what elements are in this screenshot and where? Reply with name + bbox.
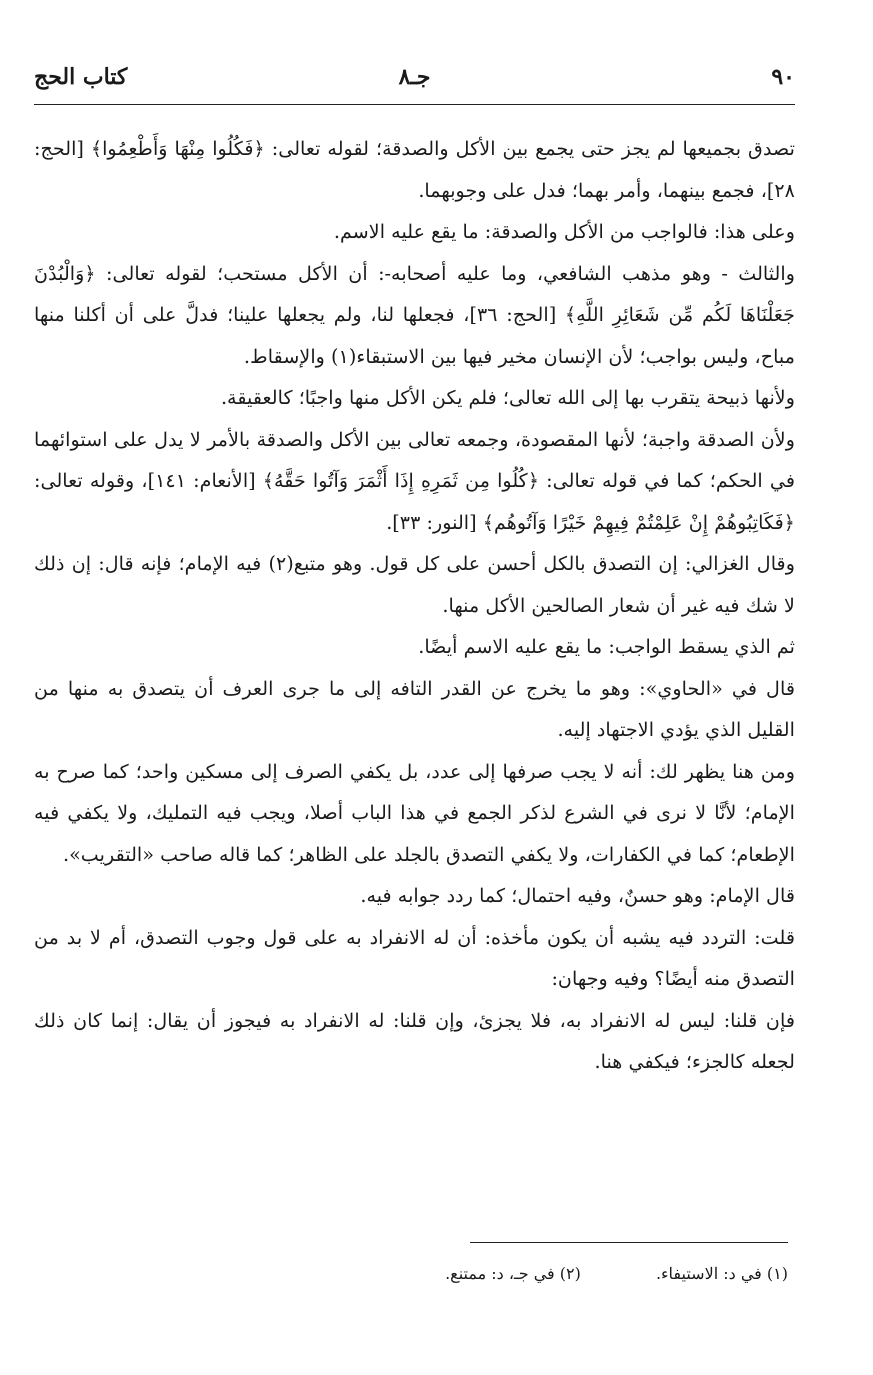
- paragraph: قال الإمام: وهو حسنٌ، وفيه احتمال؛ كما ردد جوابه فيه.: [360, 884, 795, 907]
- footnotes: [230, 1264, 788, 1283]
- paragraph: ومن هنا يظهر لك: أنه لا يجب صرفها إلى عدد، بل يكفي الصرف إلى مسكين واحد؛ كما صرح به الإمام؛ لأنَّا لا نرى في الشرع لذكر الجمع في هذا الباب أصلا، ويجب فيه التمليك، ولا يكفي فيه الإطعام؛ كما في الكفارات، ولا يكفي التصدق بالجلد على الظاهر؛ كما قاله صاحب «التقريب».: [34, 759, 795, 866]
- paragraph: وعلى هذا: فالواجب من الأكل والصدقة: ما يقع عليه الاسم.: [333, 220, 795, 243]
- paragraph: ولأنها ذبيحة يتقرب بها إلى الله تعالى؛ فلم يكن الأكل منها واجبًا؛ كالعقيقة.: [220, 386, 795, 409]
- paragraph: والثالث - وهو مذهب الشافعي، وما عليه أصحابه-: أن الأكل مستحب؛ لقوله تعالى: ﴿وَالْبُدْنَ جَعَلْنَاهَا لَكُم مِّن شَعَائِرِ اللَّهِ﴾ [الحج: ٣٦]، فجعلها لنا، ولم يجعلها علينا؛ فدلَّ على أن أكلنا منها مباح، وليس بواجب؛ لأن الإنسان مخير فيها بين الاستبقاء(١) والإسقاط.: [34, 261, 795, 368]
- main-text: [34, 128, 795, 1083]
- paragraph: قال في «الحاوي»: وهو ما يخرج عن القدر التافه إلى ما جرى العرف أن يتصدق به منها من القليل الذي يؤدي الاجتهاد إليه.: [34, 676, 795, 741]
- paragraph: ثم الذي يسقط الواجب: ما يقع عليه الاسم أيضًا.: [418, 635, 795, 658]
- footnote-rule: [470, 1242, 788, 1243]
- paragraph: فإن قلنا: ليس له الانفراد به، فلا يجزئ، وإن قلنا: له الانفراد به فيجوز أن يقال: إنما كان ذلك لجعله كالجزء؛ فيكفي هنا.: [34, 1008, 795, 1073]
- footnote-2: (٢) في جـ، د: ممتنع.: [445, 1264, 581, 1283]
- footnote-1: (١) في د: الاستيفاء.: [655, 1264, 788, 1283]
- page-number: ٩٠: [771, 64, 795, 90]
- paragraph: وقال الغزالي: إن التصدق بالكل أحسن على كل قول. وهو متبع(٢) فيه الإمام؛ فإنه قال: إن ذلك لا شك فيه غير أن شعار الصالحين الأكل منها.: [34, 552, 795, 617]
- paragraph: قلت: التردد فيه يشبه أن يكون مأخذه: أن له الانفراد به على قول وجوب التصدق، أم لا بد من التصدق منه أيضًا؟ وفيه وجهان:: [34, 925, 795, 990]
- running-header: [34, 64, 795, 104]
- header-rule: [34, 104, 795, 105]
- book-title: كتاب الحج: [34, 64, 128, 90]
- paragraph: ولأن الصدقة واجبة؛ لأنها المقصودة، وجمعه تعالى بين الأكل والصدقة بالأمر لا يدل على استوائهما في الحكم؛ كما في قوله تعالى: ﴿كُلُوا مِن ثَمَرِهِ إِذَا أَثْمَرَ وَآتُوا حَقَّهُ﴾ [الأنعام: ١٤١]، وقوله تعالى: ﴿فَكَاتِبُوهُمْ إِنْ عَلِمْتُمْ فِيهِمْ خَيْرًا وَآتُوهُم﴾ [النور: ٣٣].: [34, 427, 795, 534]
- volume-label: جـ٨: [398, 64, 431, 90]
- paragraph: تصدق بجميعها لم يجز حتى يجمع بين الأكل والصدقة؛ لقوله تعالى: ﴿فَكُلُوا مِنْهَا وَأَطْعِمُوا﴾ [الحج: ٢٨]، فجمع بينهما، وأمر بهما؛ فدل على وجوبهما.: [34, 137, 795, 202]
